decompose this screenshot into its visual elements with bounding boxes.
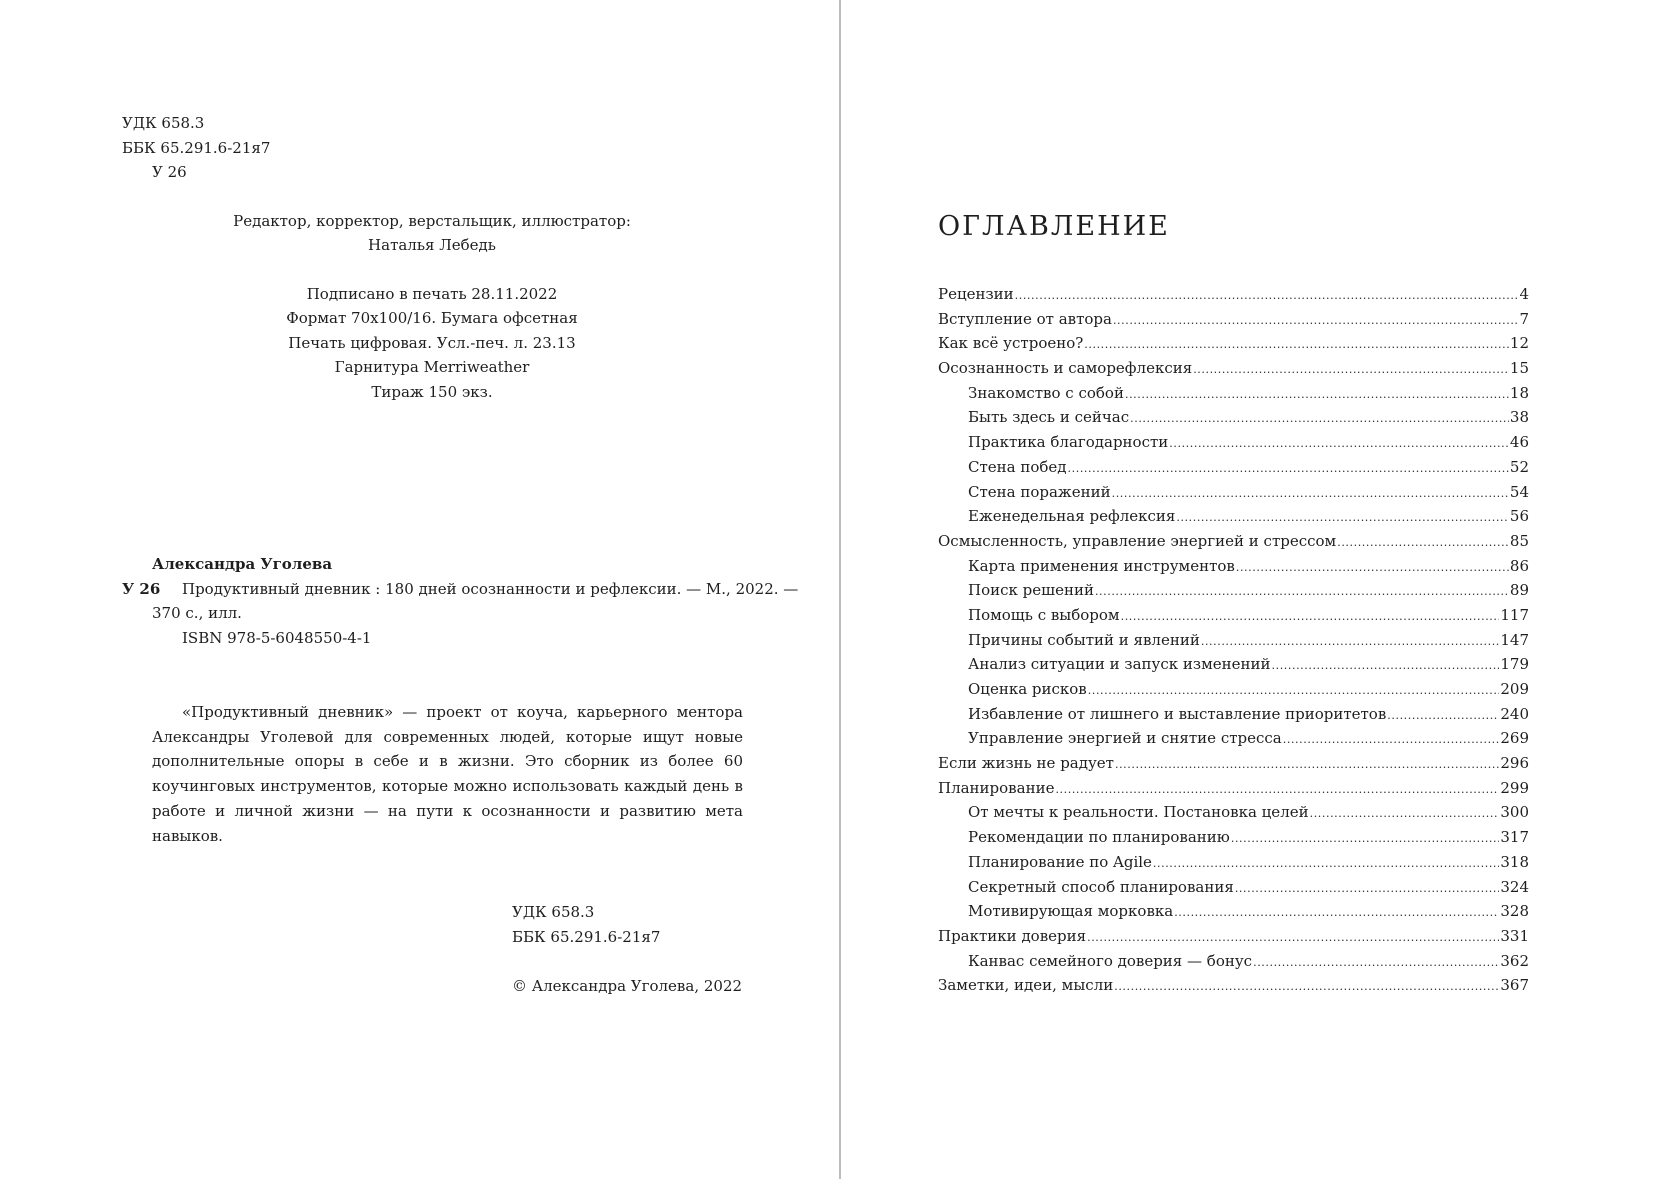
toc-dot-leader (1015, 282, 1519, 307)
toc-entry-label: Рекомендации по планированию (968, 828, 1230, 847)
toc-entry-page: 300 (1500, 803, 1529, 822)
toc-entry-page: 317 (1500, 828, 1529, 847)
toc-entry[interactable] (938, 776, 1529, 801)
toc-entry-label: Управление энергией и снятие стресса (968, 729, 1282, 748)
toc-entry-label: Стена побед (968, 457, 1067, 476)
toc-entry-label: Секретный способ планирования (968, 877, 1234, 896)
author-code-top: У 26 (152, 163, 187, 181)
toc-entry-page: 269 (1500, 729, 1529, 748)
editor-name: Наталья Лебедь (368, 236, 496, 254)
toc-entry-label: Планирование по Agile (968, 852, 1152, 871)
toc-entry-label: Канвас семейного доверия — бонус (968, 951, 1253, 970)
toc-entry-label: Быть здесь и сейчас (968, 408, 1130, 427)
toc-entry-label: Причины событий и явлений (968, 630, 1200, 649)
toc-dot-leader (1174, 899, 1499, 924)
toc-entry-label: Практики доверия (938, 926, 1087, 945)
toc-entry-label: Помощь с выбором (968, 605, 1120, 624)
toc-entry-label: Анализ ситуации и запуск изменений (968, 655, 1271, 674)
toc-dot-leader (1114, 973, 1499, 998)
toc-entry[interactable] (938, 578, 1529, 603)
toc-dot-leader (1337, 529, 1509, 554)
toc-entry[interactable] (938, 356, 1529, 381)
toc-dot-leader (1087, 924, 1499, 949)
toc-entry-page: 85 (1509, 531, 1529, 550)
toc-entry[interactable] (938, 850, 1529, 875)
toc-entry-label: Осознанность и саморефлексия (938, 359, 1193, 378)
toc-entry-page: 89 (1509, 581, 1529, 600)
toc-entry-label: Рецензии (938, 285, 1014, 303)
toc-dot-leader (1130, 405, 1509, 430)
toc-dot-leader (1084, 331, 1509, 356)
toc-entry[interactable] (938, 652, 1529, 677)
print-info-line: Тираж 150 экз. (371, 383, 493, 401)
toc-dot-leader (1253, 949, 1499, 974)
toc-entry[interactable] (938, 751, 1529, 776)
toc-entry-page: 179 (1500, 655, 1529, 674)
abstract-text: «Продуктивный дневник» — проект от коуча, карьерного ментора Александры Уголевой для современных людей, которые ищут новые дополнительные опоры в себе и в жизни. Это сборник из более 60 коучинговых инструментов, которые можно использовать каждый день в работе и личной жизни — на пути к осознанности и развитию мета навыков. (152, 703, 743, 845)
toc-dot-leader (1068, 455, 1509, 480)
author-code: У 26 (122, 580, 161, 598)
copyright: © Александра Уголева, 2022 (512, 977, 743, 995)
toc-entry[interactable] (938, 973, 1529, 998)
print-info-line: Печать цифровая. Усл.-печ. л. 23.13 (288, 334, 576, 352)
toc-entry[interactable] (938, 825, 1529, 850)
toc-dot-leader (1115, 751, 1499, 776)
toc-dot-leader (1283, 726, 1500, 751)
toc-entry-page: 12 (1509, 334, 1529, 353)
toc-entry-page: 209 (1500, 680, 1529, 698)
udk-top: УДК 658.3 (122, 114, 205, 132)
toc-entry-page: 331 (1500, 926, 1529, 945)
toc-entry-label: Стена поражений (968, 482, 1111, 501)
toc-dot-leader (1176, 504, 1509, 529)
toc-entry[interactable] (938, 800, 1529, 825)
toc-entry[interactable] (938, 603, 1529, 628)
toc-dot-leader (1169, 430, 1509, 455)
toc-entry-page: 318 (1500, 852, 1529, 871)
toc-entry[interactable] (938, 554, 1529, 579)
toc-dot-leader (1236, 554, 1509, 579)
toc-entry[interactable] (938, 455, 1529, 480)
toc-entry-label: Поиск решений (968, 581, 1094, 600)
toc-dot-leader (1231, 825, 1500, 850)
bbk-top: ББК 65.291.6-21я7 (122, 139, 271, 157)
toc-entry-label: Заметки, идеи, мысли (938, 976, 1114, 995)
toc-entry-page: 362 (1500, 951, 1529, 970)
toc-entry-label: Если жизнь не радует (938, 754, 1114, 773)
toc-entry-page: 240 (1500, 704, 1529, 723)
print-info-line: Формат 70х100/16. Бумага офсетная (286, 309, 578, 327)
toc-entry-label: Как всё устроено? (938, 334, 1084, 353)
isbn: ISBN 978-5-6048550-4-1 (182, 629, 372, 647)
toc-entry-page: 38 (1509, 408, 1529, 427)
toc-entry-page: 324 (1500, 877, 1529, 896)
book-abstract (152, 700, 743, 848)
toc-entry[interactable] (938, 480, 1529, 505)
toc-entry-page: 328 (1500, 902, 1529, 921)
toc-entry-page: 56 (1509, 507, 1529, 526)
toc-entry-page: 18 (1509, 383, 1529, 402)
right-page (841, 0, 1680, 1179)
toc-entry-page: 86 (1509, 556, 1529, 575)
toc-entry-label: Знакомство с собой (968, 383, 1124, 402)
toc-entry[interactable] (938, 875, 1529, 900)
toc-dot-leader (1201, 628, 1500, 653)
toc-entry-page: 52 (1509, 457, 1529, 476)
bibliographic-record: Продуктивный дневник : 180 дней осознанности и рефлексии. — М., 2022. — (182, 580, 799, 598)
toc-entry[interactable] (938, 726, 1529, 751)
toc-entry[interactable] (938, 628, 1529, 653)
toc-entry[interactable] (938, 430, 1529, 455)
toc-entry[interactable] (938, 529, 1529, 554)
udk-bottom: УДК 658.3 (512, 903, 595, 921)
toc-dot-leader (1113, 307, 1519, 332)
toc-dot-leader (1387, 702, 1499, 727)
toc-entry-label: Избавление от лишнего и выставление приоритетов (968, 704, 1387, 723)
toc-entry-page: 147 (1500, 630, 1529, 649)
toc-entry[interactable] (938, 899, 1529, 924)
toc-title: ОГЛАВЛЕНИЕ (938, 211, 1170, 242)
toc-entry-label: От мечты к реальности. Постановка целей (968, 803, 1309, 822)
toc-entry-page: 46 (1509, 433, 1529, 452)
toc-dot-leader (1193, 356, 1509, 381)
editor-role: Редактор, корректор, верстальщик, иллюстратор: (233, 212, 631, 230)
toc-entry[interactable] (938, 307, 1529, 332)
toc-entry-page: 54 (1509, 482, 1529, 501)
bbk-bottom: ББК 65.291.6-21я7 (512, 928, 661, 946)
toc-dot-leader (1121, 603, 1500, 628)
bibliographic-record-cont: 370 с., илл. (152, 604, 242, 622)
toc-dot-leader (1088, 677, 1500, 702)
toc-entry[interactable] (938, 702, 1529, 727)
toc-entry[interactable] (938, 381, 1529, 406)
toc-entry[interactable] (938, 924, 1529, 949)
toc-dot-leader (1310, 800, 1500, 825)
toc-entry[interactable] (938, 949, 1529, 974)
toc-dot-leader (1153, 850, 1499, 875)
author-name: Александра Уголева (152, 555, 333, 573)
toc-entry-page: 296 (1500, 754, 1529, 773)
print-info-line: Подписано в печать 28.11.2022 (306, 285, 558, 303)
toc-entry-label: Еженедельная рефлексия (968, 507, 1176, 526)
toc-entry-page: 15 (1509, 359, 1529, 378)
toc-entry-label: Осмысленность, управление энергией и стрессом (938, 531, 1337, 550)
toc-entry-label: Практика благодарности (968, 433, 1169, 452)
toc-entry-label: Вступление от автора (938, 309, 1112, 328)
toc-entry[interactable] (938, 331, 1529, 356)
toc-entry-label: Мотивирующая морковка (968, 902, 1174, 921)
toc-dot-leader (1235, 875, 1500, 900)
toc-entry[interactable] (938, 405, 1529, 430)
toc-entry-label: Карта применения инструментов (968, 556, 1235, 575)
toc-entry-page: 7 (1519, 309, 1529, 328)
table-of-contents (938, 282, 1529, 998)
toc-dot-leader (1125, 381, 1509, 406)
toc-entry-label: Планирование (938, 778, 1055, 797)
toc-entry-page: 299 (1500, 778, 1529, 797)
toc-entry[interactable] (938, 282, 1529, 307)
toc-dot-leader (1095, 578, 1509, 603)
toc-dot-leader (1272, 652, 1500, 677)
toc-entry-label: Оценка рисков (968, 680, 1087, 698)
toc-entry[interactable] (938, 504, 1529, 529)
toc-entry[interactable] (938, 677, 1529, 702)
toc-dot-leader (1112, 480, 1509, 505)
toc-entry-page: 4 (1519, 285, 1529, 303)
print-info-line: Гарнитура Merriweather (334, 358, 530, 376)
toc-entry-page: 117 (1500, 605, 1529, 624)
toc-entry-page: 367 (1500, 976, 1529, 995)
toc-dot-leader (1055, 776, 1499, 801)
